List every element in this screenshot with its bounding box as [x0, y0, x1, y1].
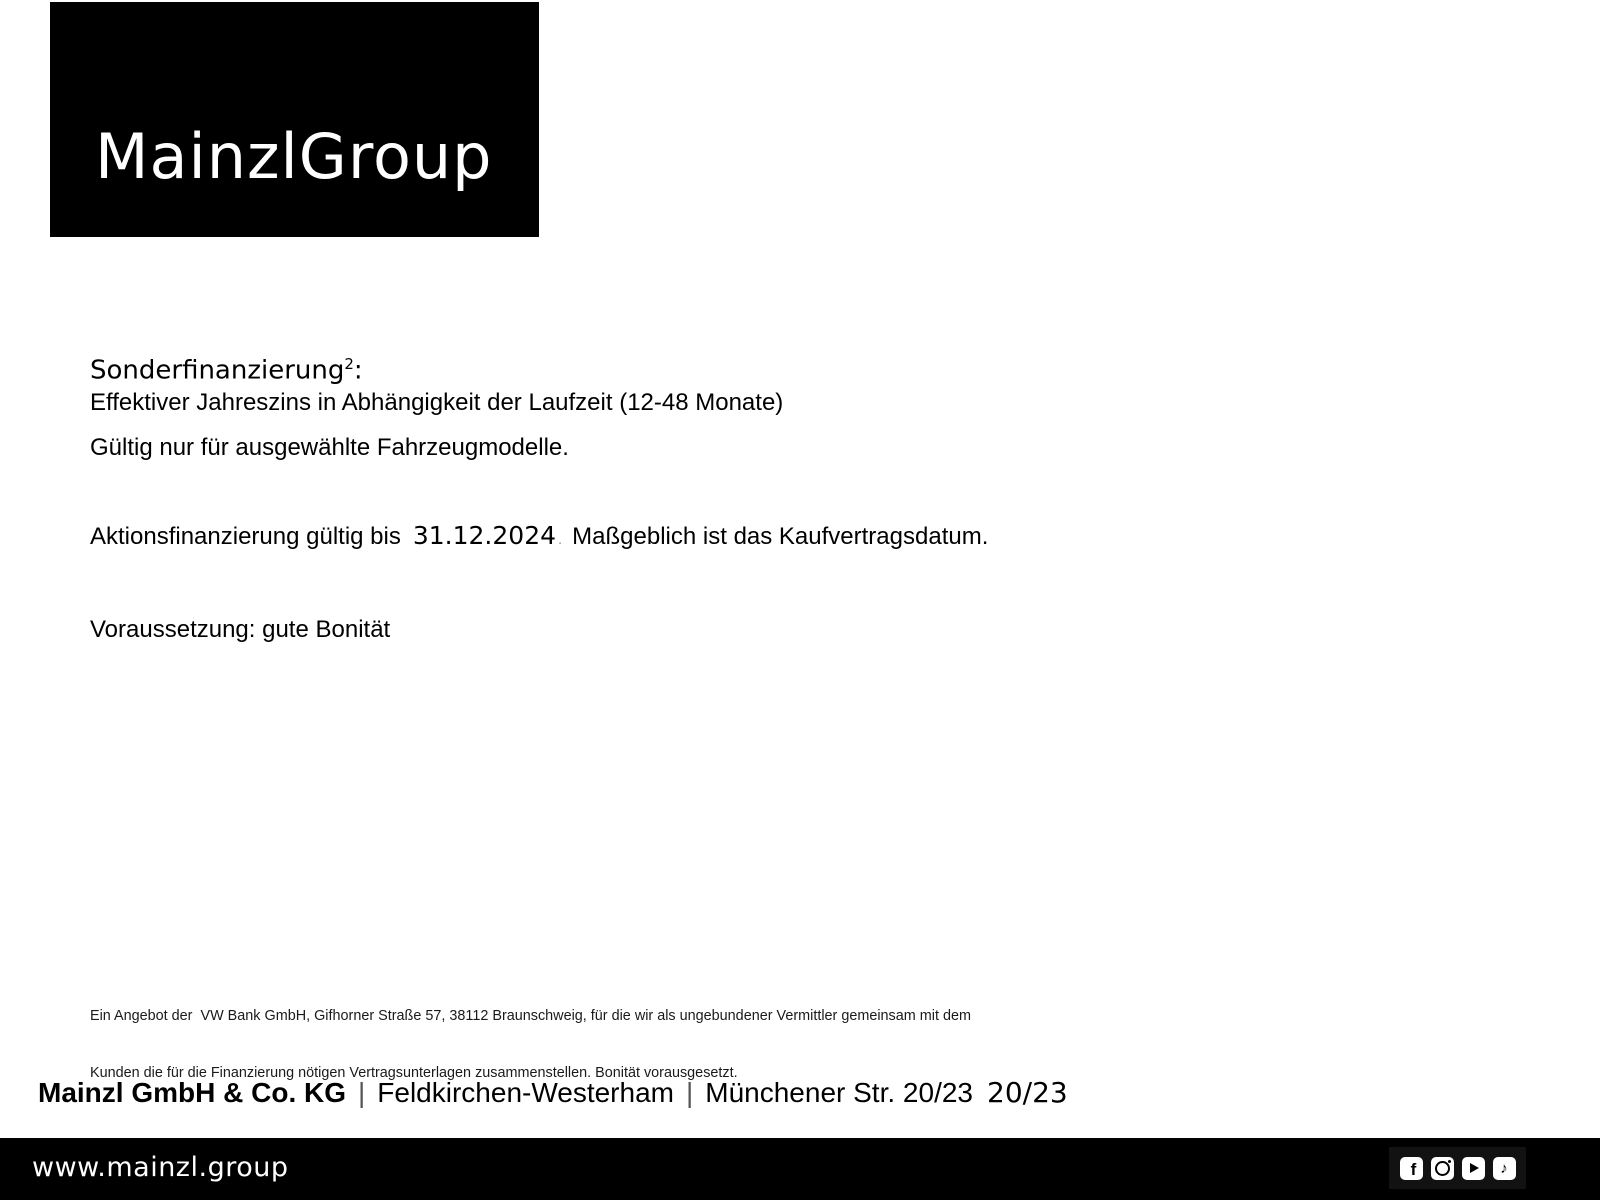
footer-bar	[0, 1138, 1600, 1200]
company-location: Feldkirchen-Westerham	[377, 1077, 674, 1108]
separator-pipe: |	[685, 1077, 694, 1108]
tiktok-icon[interactable]: ♪	[1493, 1157, 1516, 1180]
company-street: Münchener Str. 20/23	[705, 1077, 973, 1108]
company-logo	[50, 2, 539, 237]
company-address-line	[38, 1076, 1068, 1109]
heading	[90, 355, 363, 386]
heading-footnote-marker: 2	[344, 355, 354, 373]
company-name: Mainzl GmbH & Co. KG	[38, 1077, 346, 1108]
instagram-icon[interactable]	[1431, 1157, 1454, 1180]
separator-pipe: |	[358, 1077, 366, 1108]
disclaimer-line-1: Ein Angebot der VW Bank GmbH, Gifhorner Straße 57, 38112 Braunschweig, für die wir als ungebundener Vermittler gemeinsam mit dem	[90, 1007, 971, 1024]
promotion-prefix: Aktionsfinanzierung gültig bis	[90, 523, 401, 550]
promotion-end-date: 31.12.2024	[412, 521, 556, 550]
heading-colon: :	[353, 355, 363, 386]
promotion-line	[90, 521, 988, 551]
facebook-icon[interactable]: f	[1400, 1157, 1423, 1180]
validity-line: Gültig nur für ausgewählte Fahrzeugmodelle.	[90, 434, 569, 461]
requirement-line: Voraussetzung: gute Bonität	[90, 616, 391, 643]
promotion-suffix: Maßgeblich ist das Kaufvertragsdatum.	[572, 523, 989, 550]
promotion-period: .	[558, 531, 563, 548]
youtube-icon[interactable]	[1462, 1157, 1485, 1180]
disclaimer-line-2: Kunden die für die Finanzierung nötigen Vertragsunterlagen zusammenstellen. Bonität vorausgesetzt.	[90, 1064, 738, 1081]
heading-text: Sonderfinanzierung	[90, 355, 345, 386]
company-street-number-field: 20/23	[987, 1076, 1068, 1109]
subheading: Effektiver Jahreszins in Abhängigkeit der Laufzeit (12-48 Monate)	[90, 389, 784, 416]
website-url[interactable]: www.mainzl.group	[32, 1152, 289, 1183]
social-icons-panel	[1389, 1147, 1526, 1189]
logo-text: MainzlGroup	[95, 120, 493, 193]
